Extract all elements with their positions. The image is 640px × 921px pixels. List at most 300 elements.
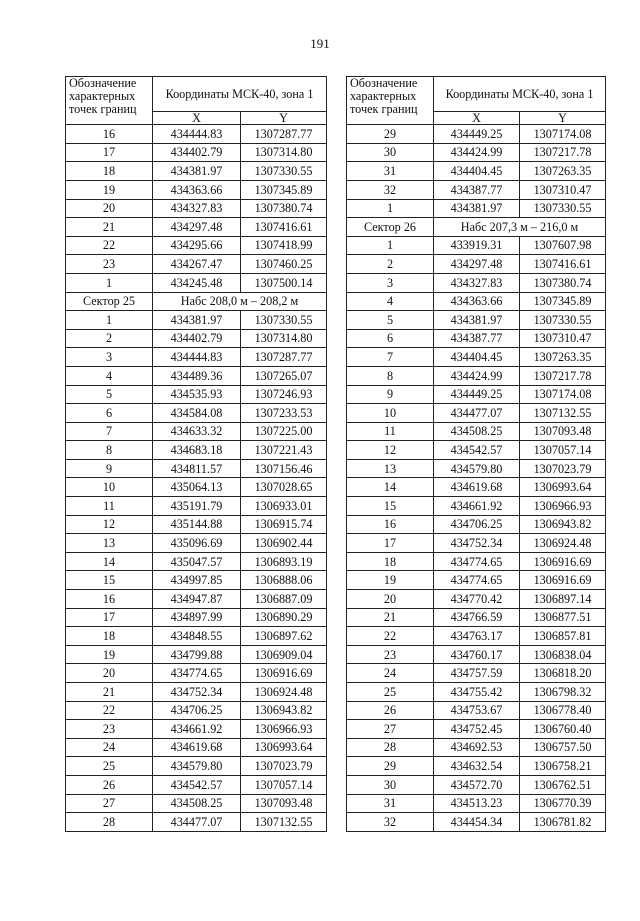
point-id-cell: 17 (66, 143, 153, 162)
sector-row (347, 218, 606, 237)
table-row (347, 404, 606, 423)
y-coordinate-cell: 1307263.35 (520, 162, 606, 181)
y-coordinate-cell: 1307156.46 (241, 459, 327, 478)
x-coordinate-cell: 434295.66 (153, 236, 241, 255)
x-coordinate-cell: 434404.45 (434, 162, 520, 181)
point-id-cell: 22 (347, 627, 434, 646)
y-coordinate-cell: 1307330.55 (520, 311, 606, 330)
table-row (347, 664, 606, 683)
point-id-cell: 31 (347, 162, 434, 181)
y-coordinate-cell: 1307265.07 (241, 366, 327, 385)
point-id-cell: 23 (66, 255, 153, 274)
table-row (347, 273, 606, 292)
y-coordinate-cell: 1307246.93 (241, 385, 327, 404)
point-id-cell: 20 (347, 590, 434, 609)
y-coordinate-cell: 1306888.06 (241, 571, 327, 590)
table-row (66, 571, 327, 590)
x-coordinate-cell: 434381.97 (434, 199, 520, 218)
x-coordinate-cell: 434572.70 (434, 775, 520, 794)
x-coordinate-cell: 434706.25 (153, 701, 241, 720)
point-id-cell: 15 (347, 497, 434, 516)
x-coordinate-cell: 434327.83 (153, 199, 241, 218)
table-row (347, 180, 606, 199)
table-row (347, 627, 606, 646)
x-coordinate-cell: 434579.80 (153, 757, 241, 776)
point-id-cell: 23 (347, 645, 434, 664)
x-coordinate-cell: 434297.48 (153, 218, 241, 237)
y-coordinate-cell: 1306781.82 (520, 813, 606, 832)
table-row (66, 683, 327, 702)
x-coordinate-cell: 434381.97 (153, 311, 241, 330)
table-row (347, 571, 606, 590)
table-header-row (347, 77, 606, 112)
table-row (66, 720, 327, 739)
x-coordinate-cell: 434513.23 (434, 794, 520, 813)
x-coordinate-cell: 434774.65 (153, 664, 241, 683)
table-row (66, 813, 327, 832)
table-row (347, 292, 606, 311)
y-coordinate-cell: 1307418.99 (241, 236, 327, 255)
y-coordinate-cell: 1307217.78 (520, 143, 606, 162)
table-row (347, 552, 606, 571)
y-coordinate-cell: 1307023.79 (520, 459, 606, 478)
point-id-cell: 11 (66, 497, 153, 516)
coordinates-table-left (65, 76, 327, 832)
table-row (347, 236, 606, 255)
table-row (66, 199, 327, 218)
x-coordinate-cell: 434402.79 (153, 329, 241, 348)
header-y: Y (241, 112, 327, 125)
point-id-cell: 29 (347, 125, 434, 144)
table-row (347, 255, 606, 274)
table-row (66, 125, 327, 144)
point-id-cell: 25 (66, 757, 153, 776)
header-coordinates: Координаты МСК-40, зона 1 (153, 77, 327, 112)
y-coordinate-cell: 1306760.40 (520, 720, 606, 739)
y-coordinate-cell: 1307310.47 (520, 180, 606, 199)
table-row (66, 218, 327, 237)
point-id-cell: 1 (347, 199, 434, 218)
y-coordinate-cell: 1306993.64 (241, 738, 327, 757)
point-id-cell: 26 (66, 775, 153, 794)
x-coordinate-cell: 434381.97 (153, 162, 241, 181)
y-coordinate-cell: 1306933.01 (241, 497, 327, 516)
table-row (347, 738, 606, 757)
x-coordinate-cell: 435047.57 (153, 552, 241, 571)
point-id-cell: 27 (347, 720, 434, 739)
point-id-cell: 19 (66, 180, 153, 199)
x-coordinate-cell: 434619.68 (434, 478, 520, 497)
table-row (347, 794, 606, 813)
y-coordinate-cell: 1306943.82 (241, 701, 327, 720)
x-coordinate-cell: 434449.25 (434, 385, 520, 404)
sector-label: Сектор 26 (347, 218, 434, 237)
y-coordinate-cell: 1306916.69 (241, 664, 327, 683)
point-id-cell: 18 (66, 162, 153, 181)
y-coordinate-cell: 1306877.51 (520, 608, 606, 627)
x-coordinate-cell: 434542.57 (434, 441, 520, 460)
y-coordinate-cell: 1306897.62 (241, 627, 327, 646)
y-coordinate-cell: 1306966.93 (520, 497, 606, 516)
y-coordinate-cell: 1306924.48 (241, 683, 327, 702)
y-coordinate-cell: 1307416.61 (520, 255, 606, 274)
point-id-cell: 31 (347, 794, 434, 813)
point-id-cell: 2 (66, 329, 153, 348)
x-coordinate-cell: 434757.59 (434, 664, 520, 683)
point-id-cell: 15 (66, 571, 153, 590)
x-coordinate-cell: 434424.99 (434, 366, 520, 385)
y-coordinate-cell: 1307221.43 (241, 441, 327, 460)
point-id-cell: 3 (347, 273, 434, 292)
y-coordinate-cell: 1306857.81 (520, 627, 606, 646)
point-id-cell: 21 (66, 683, 153, 702)
table-row (347, 459, 606, 478)
y-coordinate-cell: 1307607.98 (520, 236, 606, 255)
point-id-cell: 17 (347, 534, 434, 553)
table-row (66, 236, 327, 255)
x-coordinate-cell: 434811.57 (153, 459, 241, 478)
x-coordinate-cell: 435096.69 (153, 534, 241, 553)
y-coordinate-cell: 1306887.09 (241, 590, 327, 609)
table-row (66, 794, 327, 813)
point-id-cell: 4 (347, 292, 434, 311)
y-coordinate-cell: 1307057.14 (241, 775, 327, 794)
x-coordinate-cell: 434449.25 (434, 125, 520, 144)
point-id-cell: 9 (66, 459, 153, 478)
x-coordinate-cell: 434763.17 (434, 627, 520, 646)
y-coordinate-cell: 1307217.78 (520, 366, 606, 385)
x-coordinate-cell: 434444.83 (153, 125, 241, 144)
table-row (66, 775, 327, 794)
table-row (66, 664, 327, 683)
table-row (66, 273, 327, 292)
y-coordinate-cell: 1307330.55 (241, 162, 327, 181)
table-row (66, 534, 327, 553)
y-coordinate-cell: 1306897.14 (520, 590, 606, 609)
y-coordinate-cell: 1307345.89 (241, 180, 327, 199)
y-coordinate-cell: 1306798.32 (520, 683, 606, 702)
point-id-cell: 22 (66, 701, 153, 720)
sector-row (66, 292, 327, 311)
table-row (347, 385, 606, 404)
y-coordinate-cell: 1307132.55 (241, 813, 327, 832)
y-coordinate-cell: 1307287.77 (241, 348, 327, 367)
point-id-cell: 6 (66, 404, 153, 423)
table-row (347, 162, 606, 181)
point-id-cell: 17 (66, 608, 153, 627)
table-row (347, 608, 606, 627)
point-id-cell: 11 (347, 422, 434, 441)
table-row (66, 738, 327, 757)
table-row (347, 478, 606, 497)
x-coordinate-cell: 434632.54 (434, 757, 520, 776)
header-x: X (434, 112, 520, 125)
y-coordinate-cell: 1307233.53 (241, 404, 327, 423)
table-row (347, 143, 606, 162)
y-coordinate-cell: 1306902.44 (241, 534, 327, 553)
y-coordinate-cell: 1307093.48 (520, 422, 606, 441)
point-id-cell: 32 (347, 180, 434, 199)
point-id-cell: 1 (347, 236, 434, 255)
x-coordinate-cell: 434381.97 (434, 311, 520, 330)
table-row (66, 515, 327, 534)
x-coordinate-cell: 434402.79 (153, 143, 241, 162)
table-row (347, 775, 606, 794)
table-row (347, 125, 606, 144)
x-coordinate-cell: 434363.66 (153, 180, 241, 199)
x-coordinate-cell: 434508.25 (434, 422, 520, 441)
table-row (66, 180, 327, 199)
x-coordinate-cell: 434760.17 (434, 645, 520, 664)
point-id-cell: 25 (347, 683, 434, 702)
y-coordinate-cell: 1307416.61 (241, 218, 327, 237)
table-row (66, 255, 327, 274)
header-y: Y (520, 112, 606, 125)
x-coordinate-cell: 435144.88 (153, 515, 241, 534)
point-id-cell: 16 (66, 590, 153, 609)
point-id-cell: 1 (66, 273, 153, 292)
table-row (347, 329, 606, 348)
y-coordinate-cell: 1306993.64 (520, 478, 606, 497)
x-coordinate-cell: 434683.18 (153, 441, 241, 460)
point-id-cell: 16 (347, 515, 434, 534)
table-row (66, 422, 327, 441)
table-row (347, 422, 606, 441)
table-row (66, 497, 327, 516)
point-id-cell: 8 (66, 441, 153, 460)
x-coordinate-cell: 434387.77 (434, 329, 520, 348)
table-row (347, 813, 606, 832)
x-coordinate-cell: 434752.45 (434, 720, 520, 739)
y-coordinate-cell: 1306916.69 (520, 571, 606, 590)
y-coordinate-cell: 1306762.51 (520, 775, 606, 794)
point-id-cell: 22 (66, 236, 153, 255)
x-coordinate-cell: 434267.47 (153, 255, 241, 274)
point-id-cell: 21 (347, 608, 434, 627)
point-id-cell: 27 (66, 794, 153, 813)
table-row (66, 627, 327, 646)
y-coordinate-cell: 1306757.50 (520, 738, 606, 757)
table-row (347, 701, 606, 720)
y-coordinate-cell: 1306893.19 (241, 552, 327, 571)
point-id-cell: 7 (66, 422, 153, 441)
x-coordinate-cell: 434774.65 (434, 571, 520, 590)
x-coordinate-cell: 434706.25 (434, 515, 520, 534)
y-coordinate-cell: 1306966.93 (241, 720, 327, 739)
x-coordinate-cell: 434387.77 (434, 180, 520, 199)
table-row (66, 404, 327, 423)
page-number: 191 (310, 36, 330, 51)
point-id-cell: 20 (66, 664, 153, 683)
point-id-cell: 13 (347, 459, 434, 478)
table-row (347, 645, 606, 664)
y-coordinate-cell: 1306915.74 (241, 515, 327, 534)
point-id-cell: 24 (66, 738, 153, 757)
table-header-row (66, 77, 327, 112)
y-coordinate-cell: 1307314.80 (241, 329, 327, 348)
table-row (66, 348, 327, 367)
point-id-cell: 10 (347, 404, 434, 423)
point-id-cell: 10 (66, 478, 153, 497)
point-id-cell: 4 (66, 366, 153, 385)
y-coordinate-cell: 1307380.74 (241, 199, 327, 218)
x-coordinate-cell: 434752.34 (153, 683, 241, 702)
point-id-cell: 3 (66, 348, 153, 367)
x-coordinate-cell: 434584.08 (153, 404, 241, 423)
x-coordinate-cell: 434508.25 (153, 794, 241, 813)
point-id-cell: 14 (66, 552, 153, 571)
x-coordinate-cell: 434897.99 (153, 608, 241, 627)
point-id-cell: 9 (347, 385, 434, 404)
y-coordinate-cell: 1306890.29 (241, 608, 327, 627)
x-coordinate-cell: 434799.88 (153, 645, 241, 664)
point-id-cell: 16 (66, 125, 153, 144)
table-row (66, 590, 327, 609)
x-coordinate-cell: 434477.07 (434, 404, 520, 423)
sector-elevation-note: Набс 208,0 м – 208,2 м (153, 292, 327, 311)
x-coordinate-cell: 434766.59 (434, 608, 520, 627)
header-designation: Обозначение характерных точек границ (66, 77, 153, 125)
y-coordinate-cell: 1307500.14 (241, 273, 327, 292)
x-coordinate-cell: 434489.36 (153, 366, 241, 385)
x-coordinate-cell: 434327.83 (434, 273, 520, 292)
point-id-cell: 2 (347, 255, 434, 274)
header-designation: Обозначение характерных точек границ (347, 77, 434, 125)
table-row (66, 608, 327, 627)
table-row (66, 143, 327, 162)
x-coordinate-cell: 434245.48 (153, 273, 241, 292)
point-id-cell: 23 (66, 720, 153, 739)
x-coordinate-cell: 434363.66 (434, 292, 520, 311)
header-x: X (153, 112, 241, 125)
table-row (347, 366, 606, 385)
x-coordinate-cell: 434297.48 (434, 255, 520, 274)
x-coordinate-cell: 434753.67 (434, 701, 520, 720)
y-coordinate-cell: 1307330.55 (241, 311, 327, 330)
point-id-cell: 5 (66, 385, 153, 404)
point-id-cell: 14 (347, 478, 434, 497)
table-row (66, 311, 327, 330)
table-row (66, 645, 327, 664)
point-id-cell: 18 (347, 552, 434, 571)
y-coordinate-cell: 1306916.69 (520, 552, 606, 571)
table-row (66, 757, 327, 776)
y-coordinate-cell: 1307174.08 (520, 385, 606, 404)
y-coordinate-cell: 1306909.04 (241, 645, 327, 664)
table-row (347, 497, 606, 516)
point-id-cell: 26 (347, 701, 434, 720)
x-coordinate-cell: 434424.99 (434, 143, 520, 162)
x-coordinate-cell: 434774.65 (434, 552, 520, 571)
table-row (347, 757, 606, 776)
table-row (66, 459, 327, 478)
point-id-cell: 29 (347, 757, 434, 776)
coordinates-table-right (346, 76, 606, 832)
y-coordinate-cell: 1307345.89 (520, 292, 606, 311)
x-coordinate-cell: 434579.80 (434, 459, 520, 478)
point-id-cell: 12 (347, 441, 434, 460)
x-coordinate-cell: 433919.31 (434, 236, 520, 255)
table-row (66, 478, 327, 497)
x-coordinate-cell: 434770.42 (434, 590, 520, 609)
point-id-cell: 30 (347, 775, 434, 794)
point-id-cell: 28 (347, 738, 434, 757)
x-coordinate-cell: 434661.92 (434, 497, 520, 516)
x-coordinate-cell: 434535.93 (153, 385, 241, 404)
point-id-cell: 8 (347, 366, 434, 385)
y-coordinate-cell: 1306924.48 (520, 534, 606, 553)
y-coordinate-cell: 1307330.55 (520, 199, 606, 218)
y-coordinate-cell: 1306758.21 (520, 757, 606, 776)
table-row (347, 590, 606, 609)
x-coordinate-cell: 434454.34 (434, 813, 520, 832)
table-row (347, 720, 606, 739)
y-coordinate-cell: 1307174.08 (520, 125, 606, 144)
sector-label: Сектор 25 (66, 292, 153, 311)
point-id-cell: 12 (66, 515, 153, 534)
y-coordinate-cell: 1306778.40 (520, 701, 606, 720)
point-id-cell: 19 (66, 645, 153, 664)
table-row (66, 552, 327, 571)
point-id-cell: 6 (347, 329, 434, 348)
x-coordinate-cell: 434947.87 (153, 590, 241, 609)
y-coordinate-cell: 1307263.35 (520, 348, 606, 367)
x-coordinate-cell: 434848.55 (153, 627, 241, 646)
table-row (66, 701, 327, 720)
point-id-cell: 20 (66, 199, 153, 218)
x-coordinate-cell: 434692.53 (434, 738, 520, 757)
x-coordinate-cell: 434752.34 (434, 534, 520, 553)
x-coordinate-cell: 434661.92 (153, 720, 241, 739)
y-coordinate-cell: 1306818.20 (520, 664, 606, 683)
table-row (347, 441, 606, 460)
table-row (66, 162, 327, 181)
x-coordinate-cell: 434619.68 (153, 738, 241, 757)
x-coordinate-cell: 434542.57 (153, 775, 241, 794)
x-coordinate-cell: 434444.83 (153, 348, 241, 367)
x-coordinate-cell: 435064.13 (153, 478, 241, 497)
point-id-cell: 30 (347, 143, 434, 162)
x-coordinate-cell: 434404.45 (434, 348, 520, 367)
sector-elevation-note: Набс 207,3 м – 216,0 м (434, 218, 606, 237)
x-coordinate-cell: 434633.32 (153, 422, 241, 441)
point-id-cell: 21 (66, 218, 153, 237)
point-id-cell: 18 (66, 627, 153, 646)
point-id-cell: 19 (347, 571, 434, 590)
table-row (347, 311, 606, 330)
point-id-cell: 7 (347, 348, 434, 367)
y-coordinate-cell: 1306943.82 (520, 515, 606, 534)
y-coordinate-cell: 1307023.79 (241, 757, 327, 776)
y-coordinate-cell: 1307287.77 (241, 125, 327, 144)
y-coordinate-cell: 1307310.47 (520, 329, 606, 348)
table-row (66, 366, 327, 385)
y-coordinate-cell: 1307093.48 (241, 794, 327, 813)
table-row (347, 348, 606, 367)
table-row (347, 683, 606, 702)
point-id-cell: 5 (347, 311, 434, 330)
point-id-cell: 1 (66, 311, 153, 330)
point-id-cell: 13 (66, 534, 153, 553)
header-coordinates: Координаты МСК-40, зона 1 (434, 77, 606, 112)
y-coordinate-cell: 1307028.65 (241, 478, 327, 497)
x-coordinate-cell: 434997.85 (153, 571, 241, 590)
table-row (66, 329, 327, 348)
point-id-cell: 28 (66, 813, 153, 832)
y-coordinate-cell: 1306770.39 (520, 794, 606, 813)
x-coordinate-cell: 434755.42 (434, 683, 520, 702)
table-row (347, 199, 606, 218)
